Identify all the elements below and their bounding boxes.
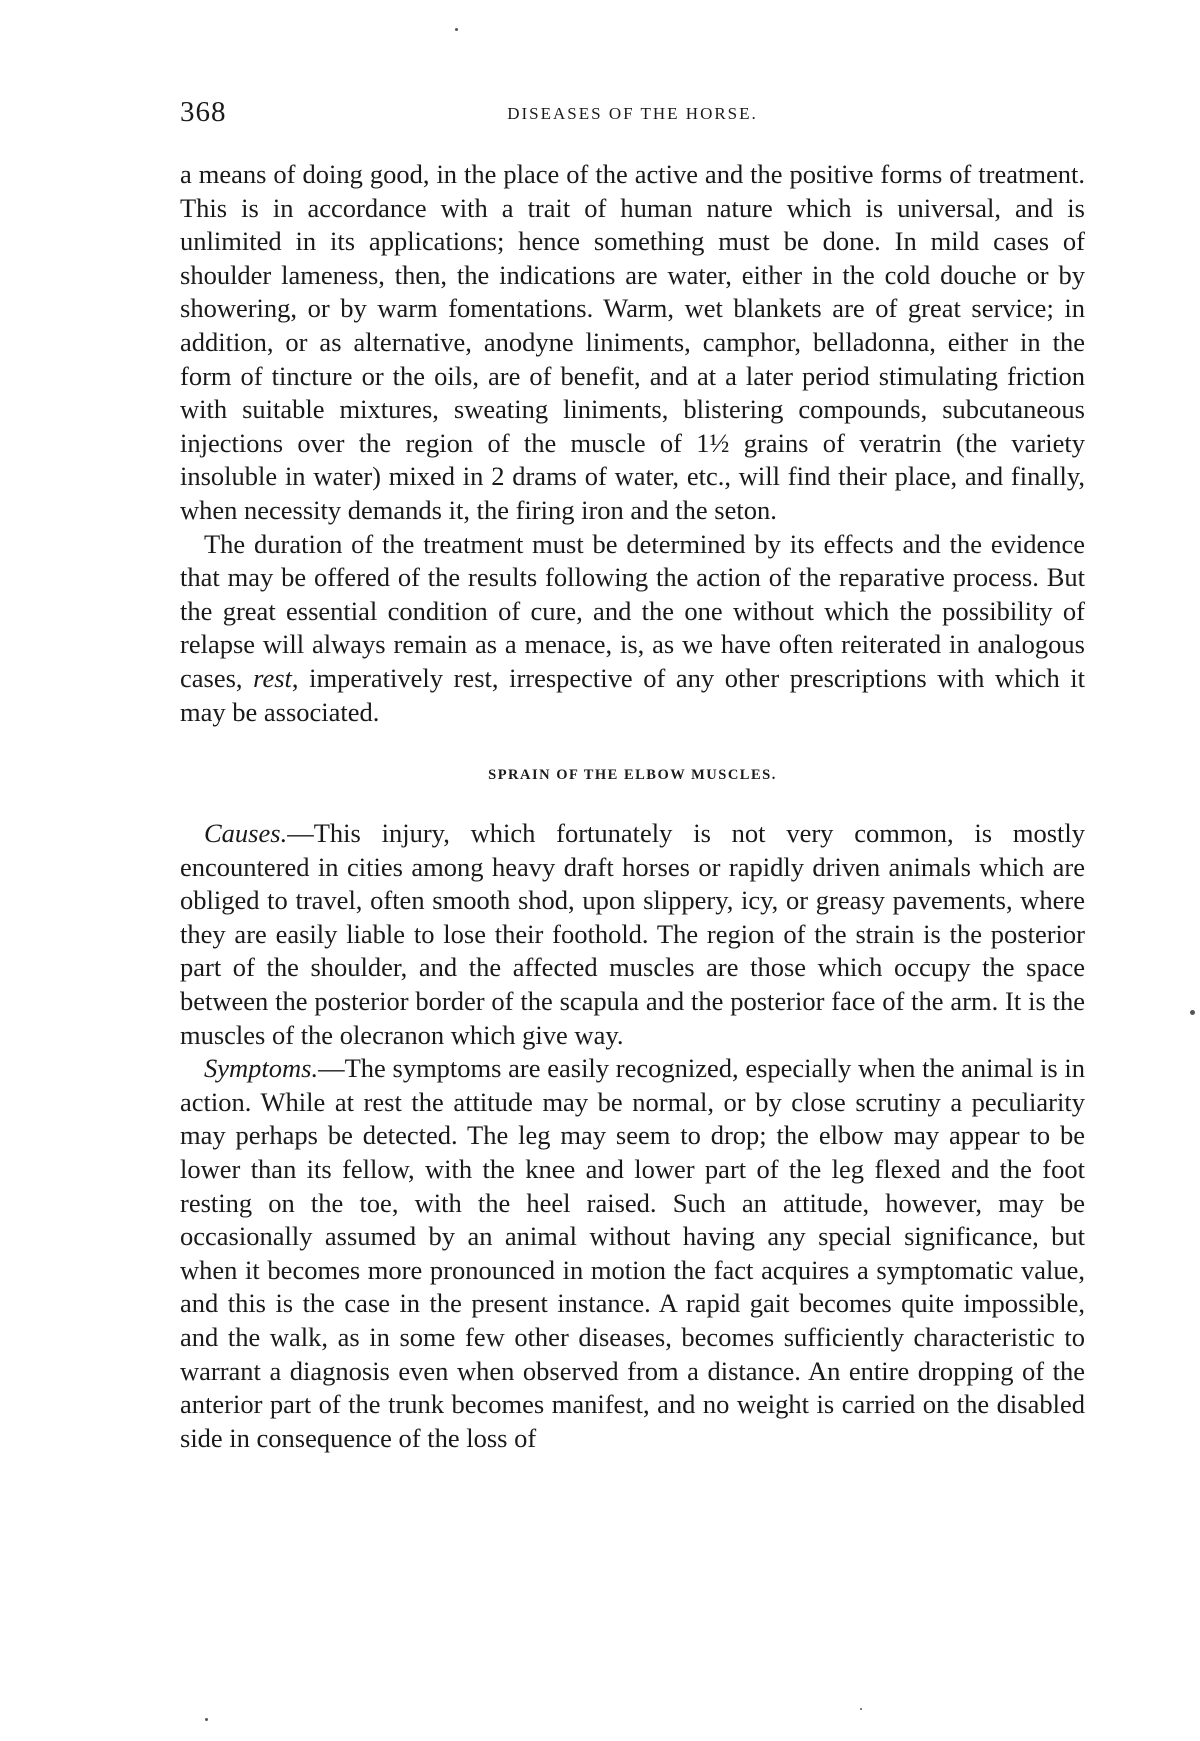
paragraph-treatment: a means of doing good, in the place of the active and the positive forms of treatment. This is in accordance with a trait of human nature which is universal, and is unlimited in its applications; hence something must be done. In mild cases of shoulder lameness, then, the indications are water, either in the cold douche or by showering, or by warm fomentations. Warm, wet blankets are of great service; in addition, or as alternative, anodyne liniments, camphor, belladonna, either in the form of tincture or the oils, are of benefit, and at a later period stimulating friction with suitable mixtures, sweating liniments, blistering compounds, subcutaneous injections over the region of the muscle of 1½ grains of veratrin (the variety insoluble in water) mixed in 2 drams of water, etc., will find their place, and finally, when necessity demands it, the firing iron and the seton.: [180, 159, 1085, 525]
scan-speck: [1190, 1010, 1195, 1015]
scan-speck: [205, 1718, 208, 1721]
paragraph-duration-text-2: , imperatively rest, irrespective of any other prescriptions with which it may be associated.: [180, 662, 1085, 727]
scan-speck: [455, 28, 458, 31]
running-head: DISEASES OF THE HORSE.: [507, 104, 758, 123]
paragraph-duration: [180, 528, 1085, 730]
causes-lead: Causes.: [204, 818, 288, 849]
paragraph-causes: [180, 817, 1085, 1052]
page-number: 368: [180, 96, 227, 128]
paragraph-symptoms: [180, 1052, 1085, 1455]
causes-text: —This injury, which fortunately is not very common, is mostly encountered in cities among heavy draft horses or rapidly driven animals which are obliged to travel, often smooth shod, upon slippery, icy, or greasy pavements, where they are easily liable to lose their foothold. The region of the strain is the posterior part of the shoulder, and the affected muscles are those which occupy the space between the posterior border of the scapula and the posterior face of the arm. It is the muscles of the olecranon which give way.: [180, 818, 1085, 1050]
body-text: [180, 158, 1085, 1455]
page-header: [180, 96, 1085, 136]
paragraph-duration-text-1: The duration of the treatment must be determined by its effects and the evidence that may be offered of the results following the action of the reparative process. But the great essential condition of cure, and the one without which the possibility of relapse will always remain as a menace, is, as we have often reiterated in analogous cases,: [180, 528, 1085, 693]
section-heading: SPRAIN OF THE ELBOW MUSCLES.: [488, 767, 777, 784]
scan-speck: [860, 1708, 862, 1710]
symptoms-text: —The symptoms are easily recognized, especially when the animal is in action. While at rest the attitude may be normal, or by close scrutiny a peculiarity may perhaps be detected. The leg may seem to drop; the elbow may appear to be lower than its fellow, with the knee and lower part of the leg flexed and the foot resting on the toe, with the heel raised. Such an attitude, however, may be occasionally assumed by an animal without having any special significance, but when it becomes more pronounced in motion the fact acquires a symptomatic value, and this is the case in the present instance. A rapid gait becomes quite impossible, and the walk, as in some few other diseases, becomes sufficiently characteristic to warrant a diagnosis even when observed from a distance. An entire dropping of the anterior part of the trunk becomes manifest, and no weight is carried on the disabled side in consequence of the loss of: [180, 1053, 1085, 1453]
emphasis-rest: rest: [253, 662, 292, 693]
symptoms-lead: Symptoms.: [204, 1053, 319, 1084]
